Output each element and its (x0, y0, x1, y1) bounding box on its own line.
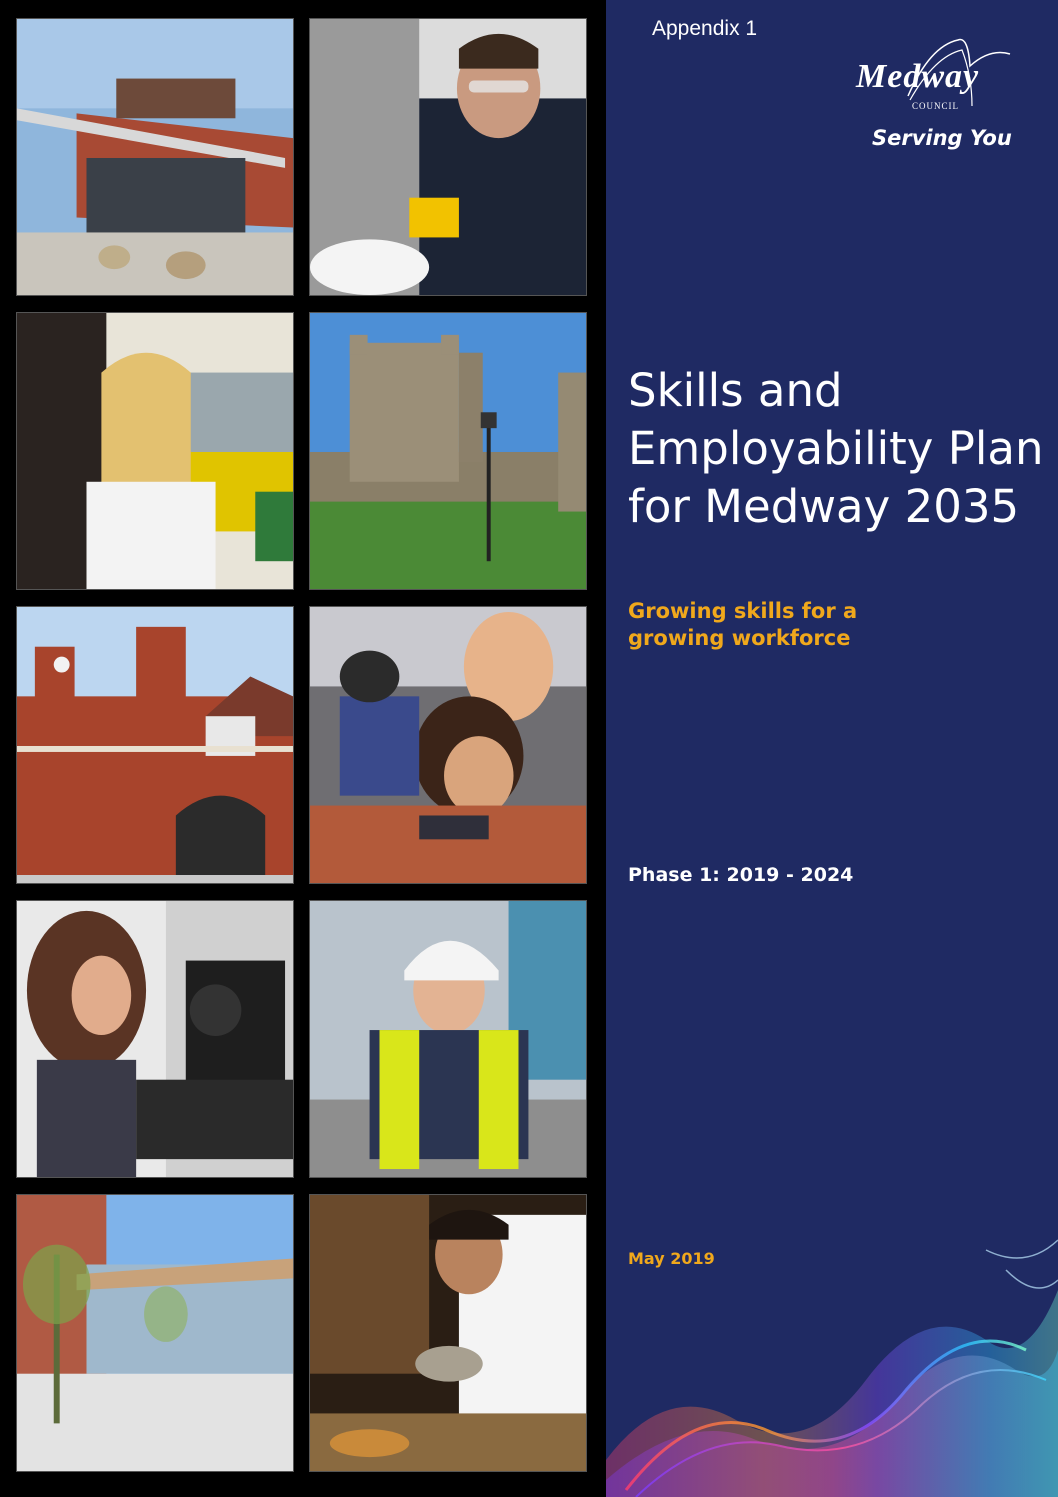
chef-cooking-photo (309, 1194, 587, 1472)
camera-operator-photo (16, 900, 294, 1178)
rochester-castle-photo (309, 312, 587, 590)
document-subtitle (628, 598, 1028, 652)
historic-brick-building-photo (16, 606, 294, 884)
publication-date: May 2019 (628, 1249, 715, 1268)
title-line-3: for Medway 2035 (628, 480, 1020, 533)
decorative-wave-graphic (606, 1230, 1058, 1497)
document-title (628, 362, 1048, 536)
campus-entrance-photo (16, 1194, 294, 1472)
phase-label: Phase 1: 2019 - 2024 (628, 864, 854, 886)
subtitle-line-2: growing workforce (628, 626, 851, 650)
construction-worker-photo (309, 900, 587, 1178)
medway-council-logo (850, 36, 1030, 156)
title-line-2: Employability Plan (628, 422, 1044, 475)
science-student-photo (16, 312, 294, 590)
appendix-label: Appendix 1 (652, 17, 758, 40)
engineering-student-photo (309, 18, 587, 296)
cover-panel (606, 0, 1058, 1497)
modern-building-photo (16, 18, 294, 296)
title-line-1: Skills and (628, 364, 843, 417)
students-workshop-photo (309, 606, 587, 884)
logo-wordmark: Medway (856, 58, 980, 95)
logo-council-text: COUNCIL (912, 101, 959, 111)
subtitle-line-1: Growing skills for a (628, 599, 858, 623)
logo-tagline: Serving You (872, 126, 1012, 150)
